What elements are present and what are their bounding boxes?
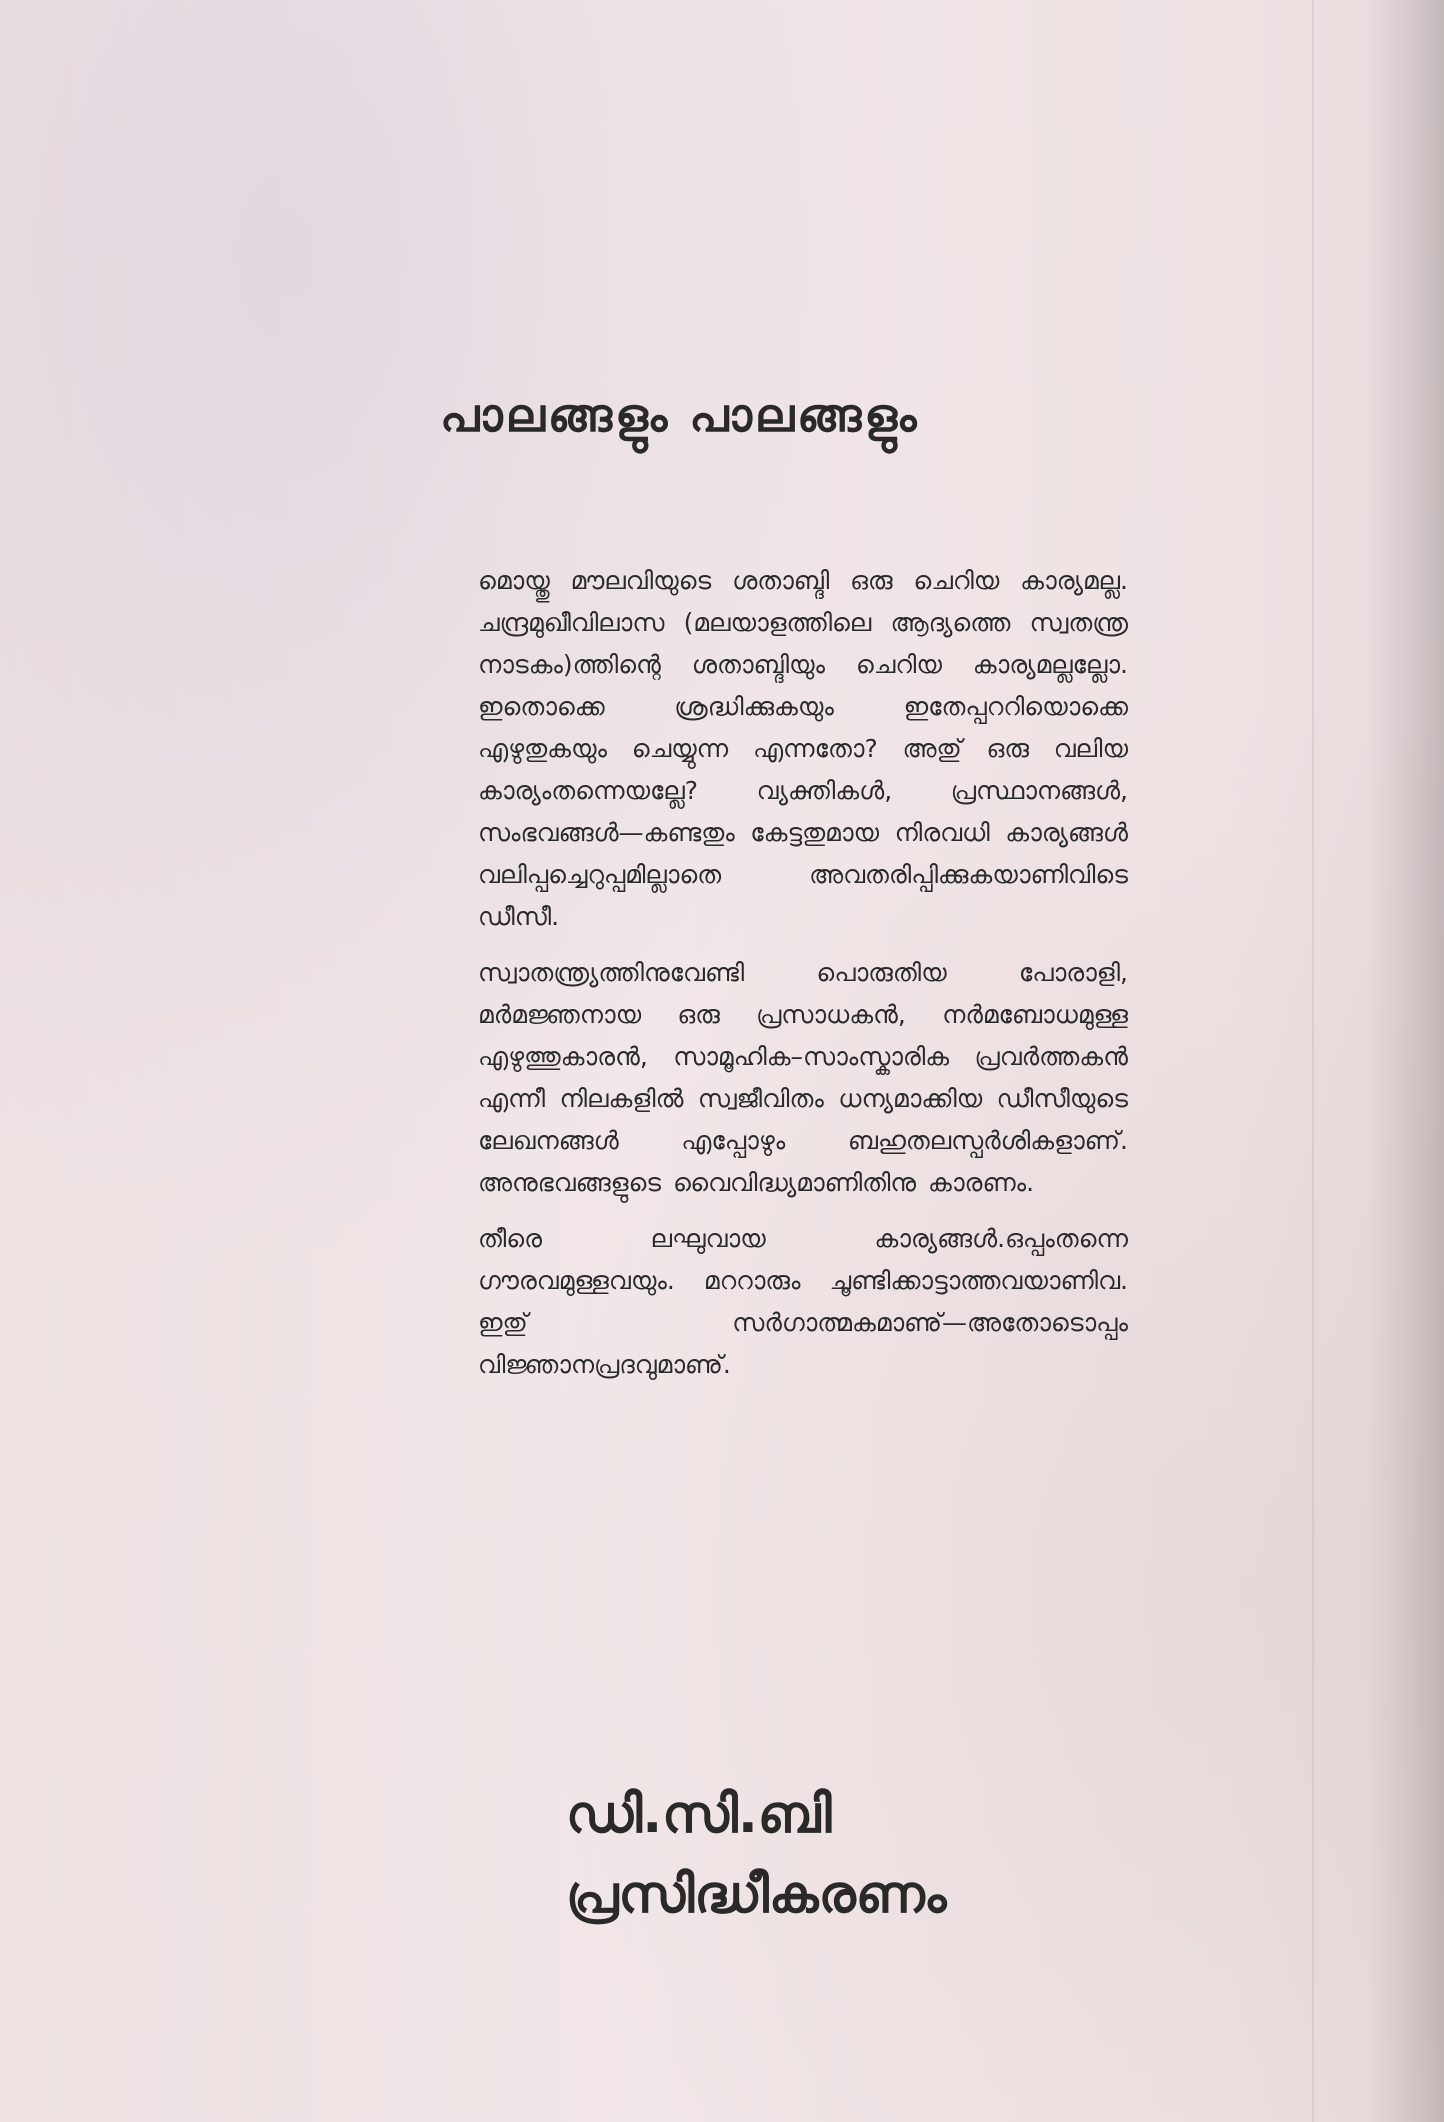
cover-fold-line <box>1312 0 1314 2122</box>
book-title: പാലങ്ങളും പാലങ്ങളും <box>440 388 920 442</box>
spine-edge-shadow <box>1366 0 1444 2122</box>
blurb-paragraph-1: മൊയ്തു മൗലവിയുടെ ശതാബ്ദി ഒരു ചെറിയ കാര്യമല്ല. ചന്ദ്രമുഖീവിലാസ (മലയാളത്തിലെ ആദ്യത്തെ സ്വതന്ത്ര നാടകം)ത്തിന്റെ ശതാബ്ദിയും ചെറിയ കാര്യമല്ലല്ലോ. ഇതൊക്കെ ശ്രദ്ധിക്കുകയും ഇതേപ്പററിയൊക്കെ എഴുതുകയും ചെയ്യുന്ന എന്നതോ? അതു് ഒരു വലിയ കാര്യംതന്നെയല്ലേ? വ്യക്തികൾ, പ്രസ്ഥാനങ്ങൾ, സംഭവങ്ങൾ—കണ്ടതും കേട്ടതുമായ നിരവധി കാര്യങ്ങൾ വലിപ്പച്ചെറുപ്പമില്ലാതെ അവതരിപ്പിക്കുകയാണിവിടെ ഡീസീ. <box>478 566 1128 931</box>
publisher-imprint <box>566 1775 1266 1935</box>
publisher-name: ഡി.സി.ബി <box>566 1785 832 1845</box>
blurb-paragraph-2: സ്വാതന്ത്ര്യത്തിനുവേണ്ടി പൊരുതിയ പോരാളി, മർമജ്ഞനായ ഒരു പ്രസാധകൻ, നർമബോധമുള്ള എഴുത്തുകാരൻ, സാമൂഹിക–സാംസ്കാരിക പ്രവർത്തകൻ എന്നീ നിലകളിൽ സ്വജീവിതം ധന്യമാക്കിയ ഡീസീയുടെ ലേഖനങ്ങൾ എപ്പോഴും ബഹുതലസ്പർശികളാണ്. അനുഭവങ്ങളുടെ വൈവിദ്ധ്യമാണിതിനു കാരണം. <box>478 958 1128 1197</box>
publisher-label: പ്രസിദ്ധീകരണം <box>566 1865 947 1925</box>
blurb-paragraph-3: തീരെ ലഘുവായ കാര്യങ്ങൾ.ഒപ്പംതന്നെ ഗൗരവമുള്ളവയും. മററാരും ചൂണ്ടിക്കാട്ടാത്തവയാണിവ. ഇതു് സർഗാത്മകമാണു്—അതോടൊപ്പം വിജ്ഞാനപ്രദവുമാണു്. <box>478 1224 1128 1379</box>
blurb-text <box>478 560 1128 1400</box>
